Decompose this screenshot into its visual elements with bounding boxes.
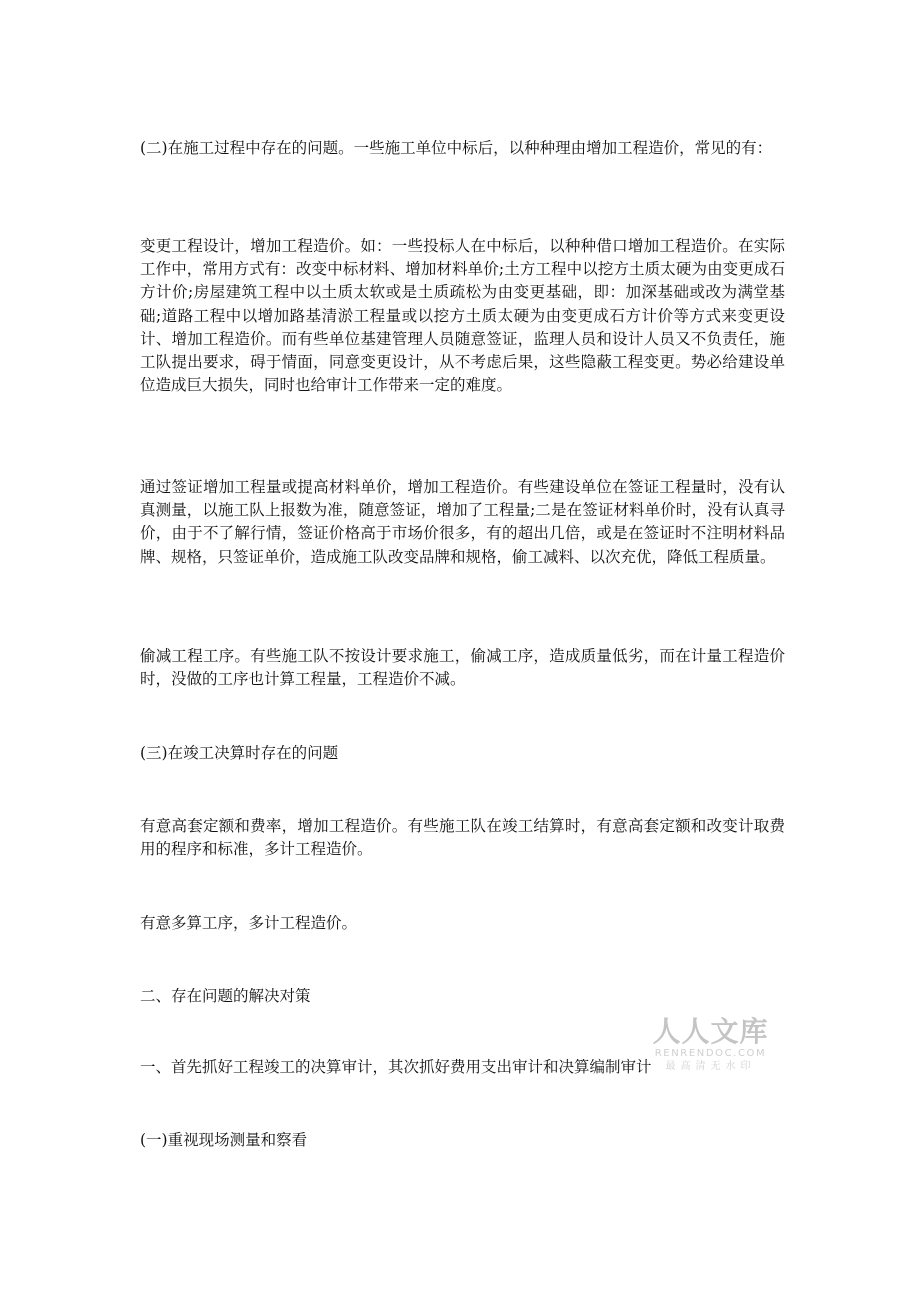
watermark-logo <box>648 1016 773 1074</box>
paragraph-solutions-heading: 二、存在问题的解决对策 <box>140 987 311 1005</box>
watermark-url: RENRENDOC.COM <box>654 1048 767 1059</box>
watermark-title: 人人文库 <box>652 1015 769 1048</box>
paragraph-audit-priority: 一、首先抓好工程竣工的决算审计，其次抓好费用支出审计和决算编制审计 <box>140 1058 652 1076</box>
paragraph-design-change: 变更工程设计，增加工程造价。如：一些投标人在中标后，以种种借口增加工程造价。在实际工作中，常用方式有：改变中标材料、增加材料单价;土方工程中以挖方土质太硬为由变更成石方计价;房屋建筑工程中以土质太软或是土质疏松为由变更基础，即：加深基础或改为满堂基础;道路工程中以增加路基清淤工程量或以挖方土质太硬为由变更成石方计价等方式来变更设计、增加工程造价。而有些单位基建管理人员随意签证，监理人员和设计人员又不负责任，施工队提出要求，碍于情面，同意变更设计，从不考虑后果，这些隐蔽工程变更。势必给建设单位造成巨大损失，同时也给审计工作带来一定的难度。 <box>140 237 785 395</box>
watermark-tagline: 最高清无水印 <box>665 1061 756 1072</box>
paragraph-construction-issues-heading: (二)在施工过程中存在的问题。一些施工单位中标后，以种种理由增加工程造价，常见的有： <box>140 139 773 157</box>
paragraph-site-survey-heading: (一)重视现场测量和察看 <box>140 1131 308 1149</box>
paragraph-high-quota: 有意高套定额和费率，增加工程造价。有些施工队在竣工结算时，有意高套定额和改变计取费用的程序和标准，多计工程造价。 <box>140 817 785 859</box>
paragraph-completion-issues-heading: (三)在竣工决算时存在的问题 <box>140 744 339 762</box>
paragraph-reduce-process: 偷减工程工序。有些施工队不按设计要求施工，偷减工序，造成质量低劣，而在计量工程造价时，没做的工序也计算工程量，工程造价不减。 <box>140 647 785 689</box>
paragraph-visa-increase: 通过签证增加工程量或提高材料单价，增加工程造价。有些建设单位在签证工程量时，没有认真测量，以施工队上报数为准，随意签证，增加了工程量;二是在签证材料单价时，没有认真寻价，由于不了解行情，签证价格高于市场价很多，有的超出几倍，或是在签证时不注明材料品牌、规格，只签证单价，造成施工队改变品牌和规格，偷工减料、以次充优，降低工程质量。 <box>140 478 785 566</box>
paragraph-extra-process: 有意多算工序，多计工程造价。 <box>140 914 358 932</box>
